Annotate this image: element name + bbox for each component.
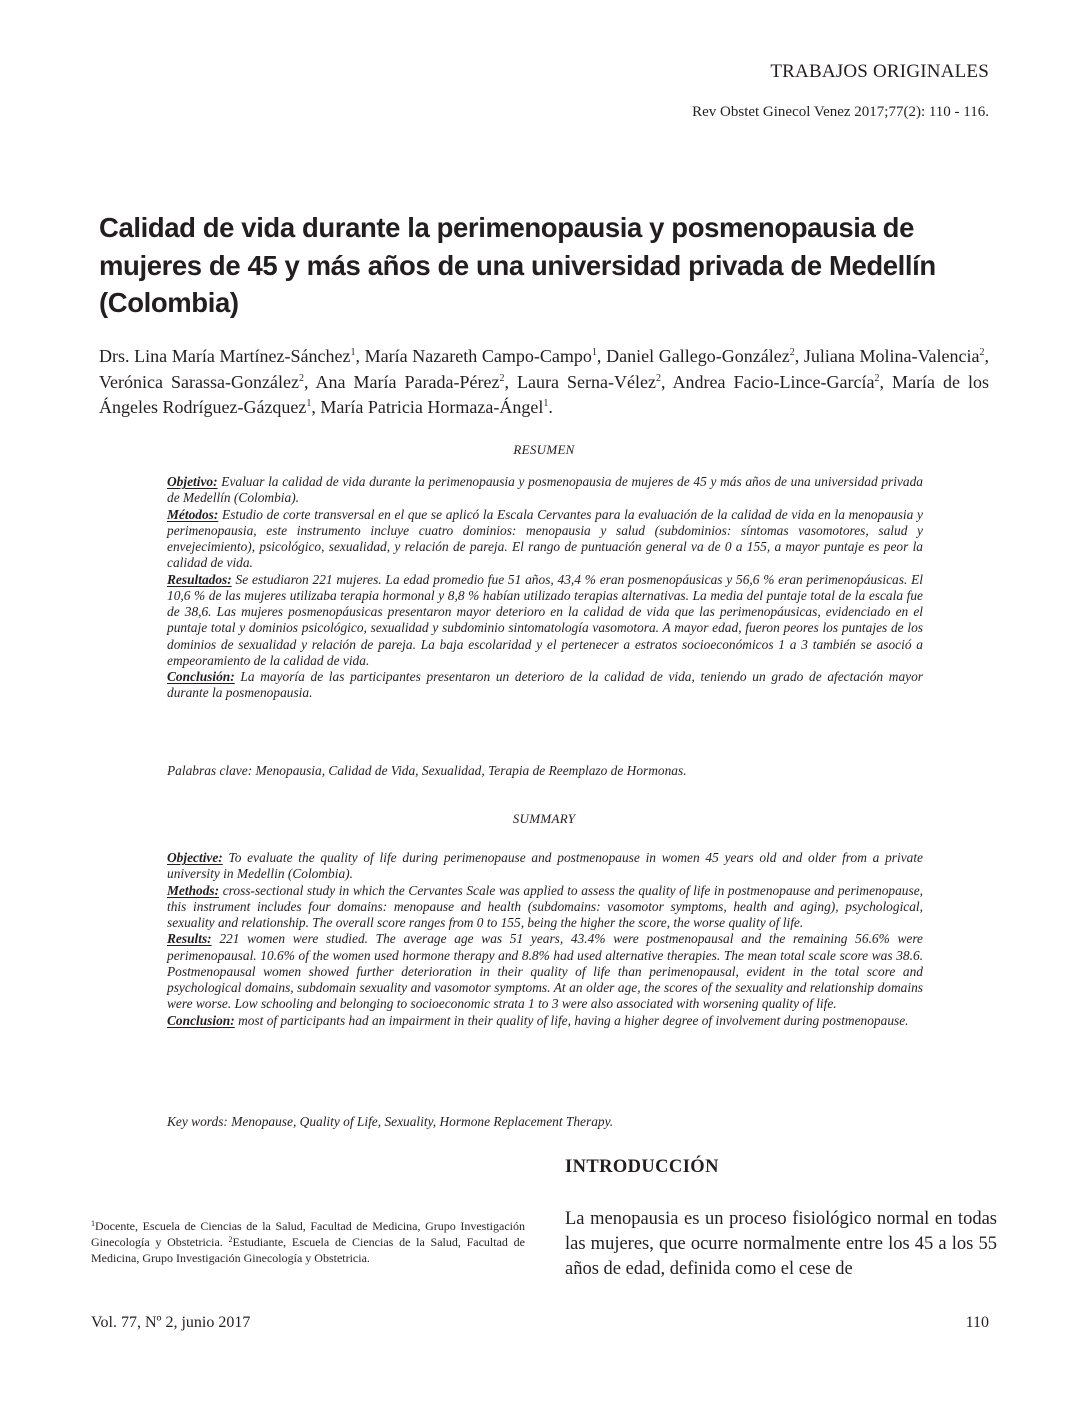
summary-results-text: 221 women were studied. The average age was 51 years, 43.4% were postmenopausal and the remaining 56.6% were perimenopausal. 10.6% of the women used hormone therapy and 8.8% had used alternative therapies. The mean total scale score was 38.6. Postmenopausal women showed further deterioration in their quality of life than perimenopausal, evident in the total score and psychological domains, subdomain sexuality and vasomotor symptoms. At an older age, the scores of the sexuality and relationship domains were worse. Low schooling and belonging to socioeconomic strata 1 to 3 were also associated with worsening quality of life. [167, 931, 923, 1012]
summary-objective-text: To evaluate the quality of life during perimenopause and postmenopause in women 45 years old and older from a private university in Medellin (Colombia). [167, 850, 923, 882]
author-name: Ana María Parada-Pérez [315, 371, 500, 392]
footnote-mark-2: 2 [228, 1235, 233, 1244]
summary-conclusion [167, 1013, 923, 1029]
resumen-resultados-label: Resultados: [167, 571, 232, 587]
author-name: Daniel Gallego-González [606, 346, 790, 366]
footnote-text-2: Estudiante, Escuela de Ciencias de la Salud, Facultad de Medicina, Grupo Investigación Ginecología y Obstetricia. [91, 1235, 525, 1265]
author-name: Juliana Molina-Valencia [803, 346, 980, 366]
author-separator: , [794, 346, 804, 366]
footer-issue: Vol. 77, Nº 2, junio 2017 [91, 1314, 251, 1331]
resumen-conclusion-text: La mayoría de las participantes presentaron un deterioro de la calidad de vida, teniendo un grado de afectación mayor durante la posmenopausia. [167, 669, 923, 701]
resumen-objetivo [167, 474, 923, 507]
summary-keywords: Key words: Menopause, Quality of Life, Sexuality, Hormone Replacement Therapy. [167, 1114, 614, 1129]
author-separator: , [504, 371, 518, 392]
resumen-metodos [167, 507, 923, 572]
resumen-heading: RESUMEN [513, 442, 575, 457]
summary-methods-label: Methods: [167, 882, 220, 898]
author-separator: , [660, 371, 673, 392]
author-separator: , [984, 346, 989, 366]
author-list [99, 344, 989, 421]
author-name: María de los Ángeles Rodríguez-Gázquez [99, 371, 990, 417]
author-affiliation-mark: 2 [979, 347, 985, 358]
author-affiliation-mark: 1 [543, 398, 549, 409]
author-separator: , [355, 346, 365, 366]
author-affiliation-mark: 2 [874, 372, 880, 384]
author-affiliation-mark: 2 [499, 372, 505, 384]
resumen-resultados [167, 572, 923, 670]
resumen-objetivo-label: Objetivo: [167, 474, 218, 489]
resumen-keywords: Palabras clave: Menopausia, Calidad de Vida, Sexualidad, Terapia de Reemplazo de Hormonas. [167, 763, 687, 778]
author-separator: , [303, 371, 316, 392]
summary-heading: SUMMARY [512, 811, 576, 826]
resumen-metodos-text: Estudio de corte transversal en el que se aplicó la Escala Cervantes para la evaluación de la calidad de vida en la menopausia y perimenopausia, este instrumento incluye cuatro dominios: menopausia y salud (subdominios: síntomas vasomotores, salud y envejecimiento), psicológico, sexualidad, y relación de pareja. El rango de puntuación general va de 0 a 155, a mayor puntaje es peor la calidad de vida. [167, 506, 923, 571]
summary-conclusion-label: Conclusion: [167, 1012, 235, 1028]
resumen-metodos-label: Métodos: [167, 506, 219, 522]
author-name: Drs. Lina María Martínez-Sánchez [99, 346, 351, 366]
section-label: TRABAJOS ORIGINALES [770, 61, 989, 82]
resumen-conclusion-label: Conclusión: [167, 669, 235, 684]
author-affiliation-mark: 1 [306, 398, 312, 409]
author-separator: , [311, 397, 321, 417]
summary-methods-text: cross-sectional study in which the Cervantes Scale was applied to assess the quality of life in postmenopause and perimenopause, this instrument includes four domains: menopause and health (subdomains: vasomotor symptoms, health and aging), psychological, sexuality and relationship. The overall score ranges from 0 to 155, being the higher the score, the worse quality of life. [167, 882, 923, 930]
author-separator: . [548, 397, 553, 417]
resumen-conclusion [167, 669, 923, 702]
author-separator: , [879, 371, 892, 392]
author-name: Andrea Facio-Lince-García [672, 371, 875, 392]
summary-objective [167, 850, 923, 883]
author-affiliation-mark: 2 [655, 372, 661, 384]
author-affiliation-mark: 2 [298, 372, 304, 384]
summary-methods [167, 883, 923, 932]
author-affiliation-mark: 1 [591, 347, 597, 358]
author-affiliation-mark: 1 [350, 347, 356, 358]
summary-objective-label: Objective: [167, 850, 223, 865]
resumen-resultados-text: Se estudiaron 221 mujeres. La edad promedio fue 51 años, 43,4 % eran posmenopáusicas y 56,6 % eran perimenopáusicas. El 10,6 % de las mujeres utilizaba terapia hormonal y 8,8 % habían utilizado terapias alternativas. La media del puntaje total de la escala fue de 38,6. Las mujeres posmenopáusicas presentaron mayor deterioro en la calidad de vida que las perimenopáusicas, evidenciado en el puntaje total y dominios psicológico, sexualidad y subdominio sintomatología vasomotora. A mayor edad, fueron peores los puntajes de los dominios de sexualidad y relación de pareja. La baja escolaridad y el pertenecer a estratos socioeconómicos 1 a 3 también se asoció a empeoramiento de la calidad de vida. [167, 571, 923, 668]
footer-page-number: 110 [965, 1314, 989, 1331]
footnote-mark-1: 1 [91, 1219, 95, 1228]
summary-results [167, 931, 923, 1012]
author-name: María Patricia Hormaza-Ángel [320, 397, 544, 417]
journal-citation: Rev Obstet Ginecol Venez 2017;77(2): 110 - 116. [692, 104, 989, 120]
affiliation-footnote [91, 1218, 525, 1266]
introduccion-text: La menopausia es un proceso fisiológico normal en todas las mujeres, que ocurre normalmente entre los 45 a los 55 años de edad, definida como el cese de [565, 1209, 997, 1279]
author-name: María Nazareth Campo-Campo [364, 346, 592, 366]
author-affiliation-mark: 2 [789, 347, 795, 358]
summary-body [167, 850, 923, 1029]
summary-results-label: Results: [167, 931, 212, 947]
author-name: Laura Serna-Vélez [517, 371, 656, 392]
author-separator: , [596, 346, 607, 366]
footnote-text-1: Docente, Escuela de Ciencias de la Salud, Facultad de Medicina, Grupo Investigación Ginecología y Obstetricia. [91, 1219, 525, 1249]
resumen-objetivo-text: Evaluar la calidad de vida durante la perimenopausia y posmenopausia de mujeres de 45 y más años de una universidad privada de Medellín (Colombia). [167, 474, 923, 506]
resumen-body [167, 474, 923, 702]
author-name: Verónica Sarassa-González [99, 371, 299, 392]
introduccion-heading: INTRODUCCIÓN [565, 1157, 719, 1177]
summary-conclusion-text: most of participants had an impairment in their quality of life, having a higher degree of involvement during postmenopause. [234, 1012, 909, 1028]
article-title: Calidad de vida durante la perimenopausia y posmenopausia de mujeres de 45 y más años de una universidad privada de Medellín (Colombia) [99, 212, 936, 318]
